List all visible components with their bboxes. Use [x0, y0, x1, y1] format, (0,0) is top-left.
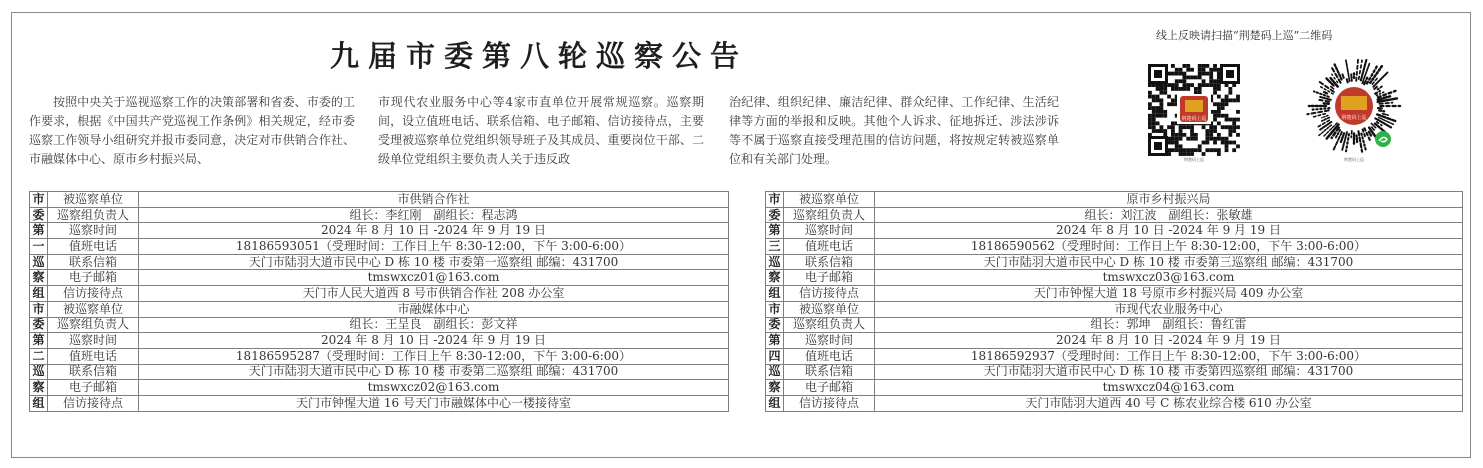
- group-name-char: 四: [766, 348, 784, 364]
- field-label: 电子邮箱: [784, 270, 875, 286]
- group-name-char: 第: [30, 223, 48, 239]
- table-row: [30, 317, 729, 333]
- group-name-char: 察: [766, 270, 784, 286]
- field-label: 电子邮箱: [48, 380, 139, 396]
- field-value: 18186592937（受理时间：工作日上午 8:30-12:00，下午 3:00-6:00）: [875, 348, 1463, 364]
- group-name-char: 察: [30, 380, 48, 396]
- group-name-char: 第: [766, 223, 784, 239]
- field-label: 巡察组负责人: [784, 207, 875, 223]
- field-value: 2024 年 8 月 10 日 -2024 年 9 月 19 日: [139, 333, 729, 349]
- field-value: 18186590562（受理时间：工作日上午 8:30-12:00，下午 3:00-6:00）: [875, 239, 1463, 255]
- field-label: 信访接待点: [48, 395, 139, 411]
- table-row: [766, 333, 1463, 349]
- field-value: 天门市陆羽大道市民中心 D 栋 10 楼 市委第四巡察组 邮编：431700: [875, 364, 1463, 380]
- field-value: 天门市陆羽大道西 40 号 C 栋农业综合楼 610 办公室: [875, 395, 1463, 411]
- group-name-char: 二: [30, 348, 48, 364]
- table-row: [766, 348, 1463, 364]
- group-name-char: 委: [766, 207, 784, 223]
- table-row: [766, 317, 1463, 333]
- field-value: 组长：郭坤 副组长：鲁红雷: [875, 317, 1463, 333]
- table-row: [30, 364, 729, 380]
- table-row: [766, 223, 1463, 239]
- table-row: [30, 380, 729, 396]
- field-label: 信访接待点: [784, 395, 875, 411]
- table-row: [766, 364, 1463, 380]
- field-value: 18186593051（受理时间：工作日上午 8:30-12:00，下午 3:00-6:00）: [139, 239, 729, 255]
- field-label: 巡察时间: [48, 223, 139, 239]
- field-label: 信访接待点: [784, 286, 875, 302]
- inspection-table-right: [765, 191, 1463, 412]
- announcement-title: 九届市委第八轮巡察公告: [330, 39, 749, 73]
- intro-paragraph-part-1: 按照中央关于巡视巡察工作的决策部署和省委、市委的工作要求，根据《中国共产党巡视工作条例》相关规定，经市委巡察工作领导小组研究并报市委同意，决定对市供销合作社、市融媒体中心、原市乡村振兴局、: [29, 95, 355, 166]
- table-row: [30, 348, 729, 364]
- group-name-char: 察: [766, 380, 784, 396]
- field-label: 巡察组负责人: [48, 207, 139, 223]
- table-row: [766, 207, 1463, 223]
- table-row: [766, 301, 1463, 317]
- group-name-char: 三: [766, 239, 784, 255]
- group-name-char: 巡: [766, 254, 784, 270]
- field-label: 值班电话: [48, 348, 139, 364]
- group-name-char: 一: [30, 239, 48, 255]
- table-row: [766, 239, 1463, 255]
- table-row: [766, 270, 1463, 286]
- field-label: 巡察时间: [784, 223, 875, 239]
- field-label: 值班电话: [48, 239, 139, 255]
- field-label: 信访接待点: [48, 286, 139, 302]
- field-label: 联系信箱: [784, 254, 875, 270]
- table-row: [30, 270, 729, 286]
- field-value: 天门市陆羽大道市民中心 D 栋 10 楼 市委第二巡察组 邮编：431700: [139, 364, 729, 380]
- intro-paragraph-part-3: 治纪律、组织纪律、廉洁纪律、群众纪律、工作纪律、生活纪律等方面的举报和反映。其他个人诉求、征地拆迁、涉法涉诉等不属于巡察直接受理范围的信访问题，将按规定转被巡察单位和有关部门处理。: [729, 95, 1059, 166]
- field-value: 市现代农业服务中心: [875, 301, 1463, 317]
- email-link[interactable]: tmswxcz02@163.com: [139, 380, 729, 396]
- qr-code-miniprogram[interactable]: [1303, 55, 1406, 163]
- email-link[interactable]: tmswxcz03@163.com: [875, 270, 1463, 286]
- table-row: [30, 254, 729, 270]
- field-value: 天门市钟惺大道 18 号原市乡村振兴局 409 办公室: [875, 286, 1463, 302]
- field-label: 联系信箱: [784, 364, 875, 380]
- field-value: 天门市陆羽大道市民中心 D 栋 10 楼 市委第三巡察组 邮编：431700: [875, 254, 1463, 270]
- group-name-char: 第: [766, 333, 784, 349]
- wechat-mini-program-icon: [1375, 131, 1391, 147]
- field-label: 巡察时间: [48, 333, 139, 349]
- field-label: 被巡察单位: [48, 192, 139, 208]
- field-value: 组长：李红刚 副组长：程志鸿: [139, 207, 729, 223]
- field-value: 组长：王呈良 副组长：彭文祥: [139, 317, 729, 333]
- field-label: 巡察时间: [784, 333, 875, 349]
- group-name-char: 巡: [30, 254, 48, 270]
- group-name-char: 委: [766, 317, 784, 333]
- field-label: 联系信箱: [48, 254, 139, 270]
- qr-code-square[interactable]: [1146, 62, 1242, 162]
- group-name-char: 委: [30, 207, 48, 223]
- table-row: [766, 254, 1463, 270]
- field-value: 市融媒体中心: [139, 301, 729, 317]
- field-value: 2024 年 8 月 10 日 -2024 年 9 月 19 日: [875, 223, 1463, 239]
- qr-center-badge-text: 荆楚码上巡: [1181, 116, 1207, 122]
- table-row: [30, 192, 729, 208]
- field-label: 被巡察单位: [784, 192, 875, 208]
- field-value: 天门市钟惺大道 16 号天门市融媒体中心一楼接待室: [139, 395, 729, 411]
- field-label: 值班电话: [784, 239, 875, 255]
- group-name-char: 委: [30, 317, 48, 333]
- qr-caption: 线上反映请扫描“荆楚码上巡”二维码: [1156, 29, 1333, 42]
- table-row: [30, 333, 729, 349]
- field-label: 巡察组负责人: [48, 317, 139, 333]
- field-value: 原市乡村振兴局: [875, 192, 1463, 208]
- inspection-table-left: [29, 191, 729, 412]
- group-name-char: 巡: [30, 364, 48, 380]
- field-label: 电子邮箱: [48, 270, 139, 286]
- field-value: 天门市陆羽大道市民中心 D 栋 10 楼 市委第一巡察组 邮编：431700: [139, 254, 729, 270]
- group-name-char: 组: [766, 286, 784, 302]
- group-name-char: 市: [30, 301, 48, 317]
- field-label: 被巡察单位: [784, 301, 875, 317]
- qr-label-1: 荆楚码上巡: [1184, 157, 1204, 162]
- table-row: [766, 395, 1463, 411]
- field-label: 巡察组负责人: [784, 317, 875, 333]
- table-row: [30, 395, 729, 411]
- group-name-char: 组: [30, 286, 48, 302]
- intro-paragraph-part-2: 市现代农业服务中心等4家市直单位开展常规巡察。巡察期间，设立值班电话、联系信箱、电子邮箱、信访接待点，主要受理被巡察单位党组织领导班子及其成员、重要岗位干部、二级单位党组织主要负责人关于违反政: [378, 95, 704, 166]
- field-value: 组长：刘江波 副组长：张敏雄: [875, 207, 1463, 223]
- field-label: 被巡察单位: [48, 301, 139, 317]
- table-row: [30, 286, 729, 302]
- field-value: 2024 年 8 月 10 日 -2024 年 9 月 19 日: [139, 223, 729, 239]
- group-name-char: 市: [766, 192, 784, 208]
- email-link[interactable]: tmswxcz04@163.com: [875, 380, 1463, 396]
- group-name-char: 巡: [766, 364, 784, 380]
- group-name-char: 组: [30, 395, 48, 411]
- group-name-char: 察: [30, 270, 48, 286]
- table-row: [766, 286, 1463, 302]
- table-row: [30, 223, 729, 239]
- email-link[interactable]: tmswxcz01@163.com: [139, 270, 729, 286]
- field-value: 天门市人民大道西 8 号市供销合作社 208 办公室: [139, 286, 729, 302]
- field-label: 电子邮箱: [784, 380, 875, 396]
- field-label: 值班电话: [784, 348, 875, 364]
- group-name-char: 市: [30, 192, 48, 208]
- mini-program-badge-text: 荆楚码上巡: [1341, 115, 1367, 121]
- group-name-char: 第: [30, 333, 48, 349]
- field-value: 2024 年 8 月 10 日 -2024 年 9 月 19 日: [875, 333, 1463, 349]
- group-name-char: 市: [766, 301, 784, 317]
- field-value: 市供销合作社: [139, 192, 729, 208]
- table-row: [30, 239, 729, 255]
- field-value: 18186595287（受理时间：工作日上午 8:30-12:00，下午 3:00-6:00）: [139, 348, 729, 364]
- table-row: [30, 301, 729, 317]
- table-row: [766, 380, 1463, 396]
- field-label: 联系信箱: [48, 364, 139, 380]
- qr-label-2: 荆楚码上巡: [1344, 157, 1364, 162]
- table-row: [766, 192, 1463, 208]
- table-row: [30, 207, 729, 223]
- group-name-char: 组: [766, 395, 784, 411]
